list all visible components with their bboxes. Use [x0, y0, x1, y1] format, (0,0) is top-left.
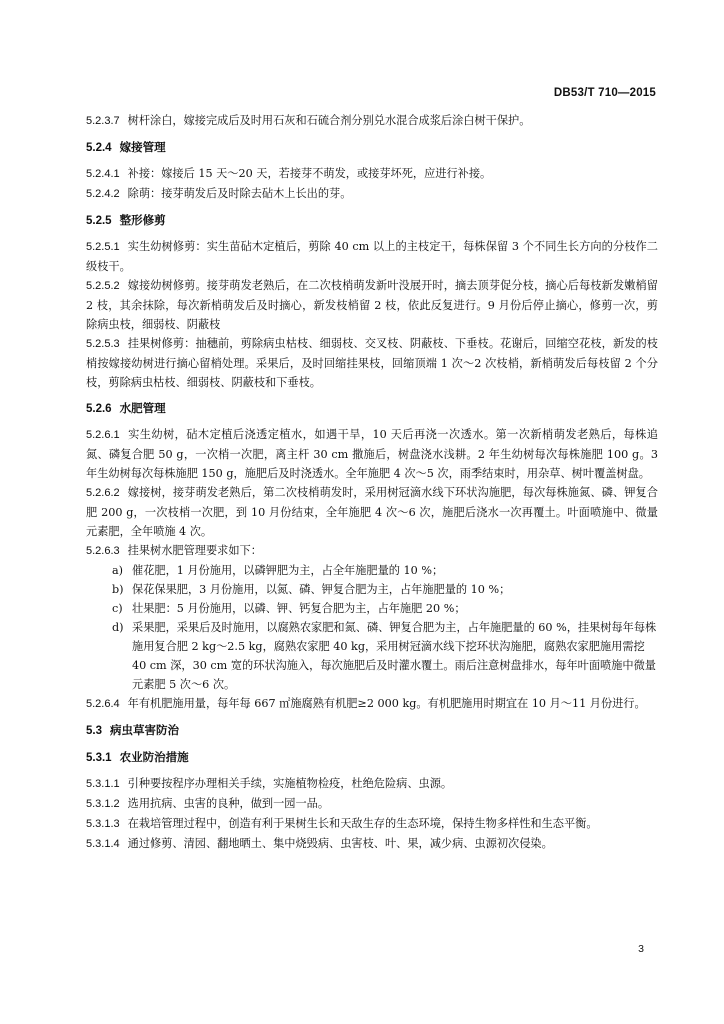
- clause-text: 选用抗病、虫害的良种，做到一园一品。: [127, 797, 330, 810]
- list-item: [112, 618, 658, 694]
- clause-text: 引种要按程序办理相关手续，实施植物检疫，杜绝危险病、虫源。: [127, 777, 453, 790]
- list-item: [112, 580, 658, 599]
- clause-text: 通过修剪、清园、翻地晒土、集中烧毁病、虫害枝、叶、果，减少病、虫源初次侵染。: [127, 837, 553, 850]
- clause-paragraph: [86, 541, 658, 561]
- clause-number: 5.2.3.7: [86, 115, 120, 127]
- list-marker: d): [112, 621, 124, 634]
- clause-number: 5.2.5.1: [86, 241, 120, 253]
- clause-text: 挂果树水肥管理要求如下：: [127, 544, 262, 557]
- section-title: 病虫草害防治: [110, 725, 179, 737]
- section-number: 5.2.4: [86, 142, 112, 154]
- clause-paragraph: [86, 111, 658, 131]
- list-item: [112, 561, 658, 580]
- list-marker: c): [112, 602, 123, 615]
- list-marker: a): [112, 564, 124, 577]
- clause-paragraph: [86, 834, 658, 854]
- list-text: 保花保果肥，3 月份施用，以氮、磷、钾复合肥为主，占年施肥量的 10 %；: [132, 583, 511, 596]
- clause-number: 5.2.5.2: [86, 280, 120, 292]
- section-title: 嫁接管理: [119, 142, 166, 154]
- clause-paragraph: [86, 164, 658, 184]
- section-heading: [86, 749, 658, 768]
- clause-paragraph: [86, 774, 658, 794]
- section-heading: [86, 212, 658, 231]
- clause-text: 嫁接树，接芽萌发老熟后，第二次枝梢萌发时，采用树冠滴水线下环状沟施肥，每次每株施氮、磷、钾复合肥 200 g，一次枝梢一次肥，到 10 月份结束，全年施肥 4 次～6 次，施肥后浇水一次再覆土。叶面喷施中、微量元素肥，全年喷施 4 次。: [86, 486, 658, 538]
- section-number: 5.2.5: [86, 215, 112, 227]
- clause-text: 除萌：接芽萌发后及时除去砧木上长出的芽。: [127, 187, 352, 200]
- list-text: 壮果肥：5 月份施用，以磷、钾、钙复合肥为主，占年施肥 20 %；: [132, 602, 466, 615]
- list-text: 催花肥，1 月份施用，以磷钾肥为主，占全年施肥量的 10 %；: [132, 564, 444, 577]
- clause-paragraph: [86, 276, 658, 334]
- page-number: 3: [638, 943, 644, 955]
- clause-text: 补接：嫁接后 15 天～20 天，若接芽不萌发，或接芽坏死，应进行补接。: [127, 167, 492, 180]
- section-number: 5.2.6: [86, 403, 112, 415]
- clause-text: 嫁接幼树修剪。接芽萌发老熟后，在二次枝梢萌发新叶没展开时，摘去顶芽促分枝，摘心后每枝新发嫩梢留 2 枝，其余抹除，每次新梢萌发后及时摘心，新发枝梢留 2 枝，依此反复进行。9 月份后停止摘心，修剪一次，剪除病虫枝，细弱枝、阴蔽枝: [86, 279, 658, 331]
- section-title: 水肥管理: [119, 403, 166, 415]
- section-title: 整形修剪: [119, 215, 166, 227]
- clause-number: 5.2.6.2: [86, 487, 120, 499]
- clause-text: 在栽培管理过程中，创造有利于果树生长和天敌生存的生态环境，保持生物多样性和生态平衡。: [127, 817, 598, 830]
- clause-paragraph: [86, 694, 658, 714]
- clause-number: 5.2.6.3: [86, 545, 120, 557]
- clause-number: 5.2.4.2: [86, 188, 120, 200]
- list-text: 采果肥，采果后及时施用，以腐熟农家肥和氮、磷、钾复合肥为主，占年施肥量的 60 %，挂果树每年每株施用复合肥 2 kg～2.5 kg，腐熟农家肥 40 kg，采用树冠滴水线下挖环状沟施肥，腐熟农家肥施用需挖 40 cm 深，30 cm 宽的环状沟施入，每次施肥后及时灌水覆土。雨后注意树盘排水，每年叶面喷施中微量元素肥 5 次～6 次。: [132, 621, 657, 691]
- section-heading: [86, 400, 658, 419]
- list-item: [112, 599, 658, 618]
- clause-number: 5.3.1.4: [86, 838, 120, 850]
- clause-paragraph: [86, 483, 658, 541]
- clause-paragraph: [86, 334, 658, 392]
- section-number: 5.3.1: [86, 752, 112, 764]
- clause-text: 实生幼树，砧木定植后浇透定植水，如遇干旱，10 天后再浇一次透水。第一次新梢萌发老熟后，每株追氮、磷复合肥 50 g，一次梢一次肥，离主杆 30 cm 撒施后，树盘浇水浅耕。2 年生幼树每次每株施肥 100 g。3 年生幼树每次每株施肥 150 g，施肥后及时浇透水。全年施肥 4 次～5 次，雨季结束时，用杂草、树叶覆盖树盘。: [86, 428, 658, 480]
- clause-number: 5.2.6.4: [86, 698, 120, 710]
- clause-paragraph: [86, 814, 658, 834]
- section-title: 农业防治措施: [119, 752, 189, 764]
- clause-text: 实生幼树修剪：实生苗砧木定植后，剪除 40 cm 以上的主枝定干，每株保留 3 个不同生长方向的分枝作二级枝干。: [86, 240, 658, 273]
- list-marker: b): [112, 583, 124, 596]
- clause-paragraph: [86, 237, 658, 276]
- clause-text: 挂果树修剪：抽穗前，剪除病虫枯枝、细弱枝、交叉枝、阴蔽枝、下垂枝。花谢后，回缩空花枝，新发的枝梢按嫁接幼树进行摘心留梢处理。采果后，及时回缩挂果枝，回缩顶端 1 次～2 次枝梢，新梢萌发后每枝留 2 个分枝，剪除病虫枯枝、细弱枝、阴蔽枝和下垂枝。: [86, 337, 658, 389]
- clause-number: 5.2.5.3: [86, 338, 120, 350]
- clause-number: 5.2.4.1: [86, 168, 120, 180]
- clause-paragraph: [86, 425, 658, 483]
- standard-code-header: DB53/T 710—2015: [553, 87, 656, 99]
- section-heading: [86, 139, 658, 158]
- section-heading: [86, 722, 658, 741]
- document-body: [86, 111, 658, 854]
- clause-number: 5.3.1.1: [86, 778, 120, 790]
- clause-paragraph: [86, 184, 658, 204]
- clause-text: 树杆涂白，嫁接完成后及时用石灰和石硫合剂分别兑水混合成浆后涂白树干保护。: [127, 114, 531, 127]
- clause-number: 5.3.1.2: [86, 798, 120, 810]
- clause-paragraph: [86, 794, 658, 814]
- clause-number: 5.2.6.1: [86, 429, 120, 441]
- clause-text: 年有机肥施用量，每年每 667 ㎡施腐熟有机肥≥2 000 kg。有机肥施用时期宜在 10 月～11 月份进行。: [127, 697, 646, 710]
- clause-number: 5.3.1.3: [86, 818, 120, 830]
- section-number: 5.3: [86, 725, 102, 737]
